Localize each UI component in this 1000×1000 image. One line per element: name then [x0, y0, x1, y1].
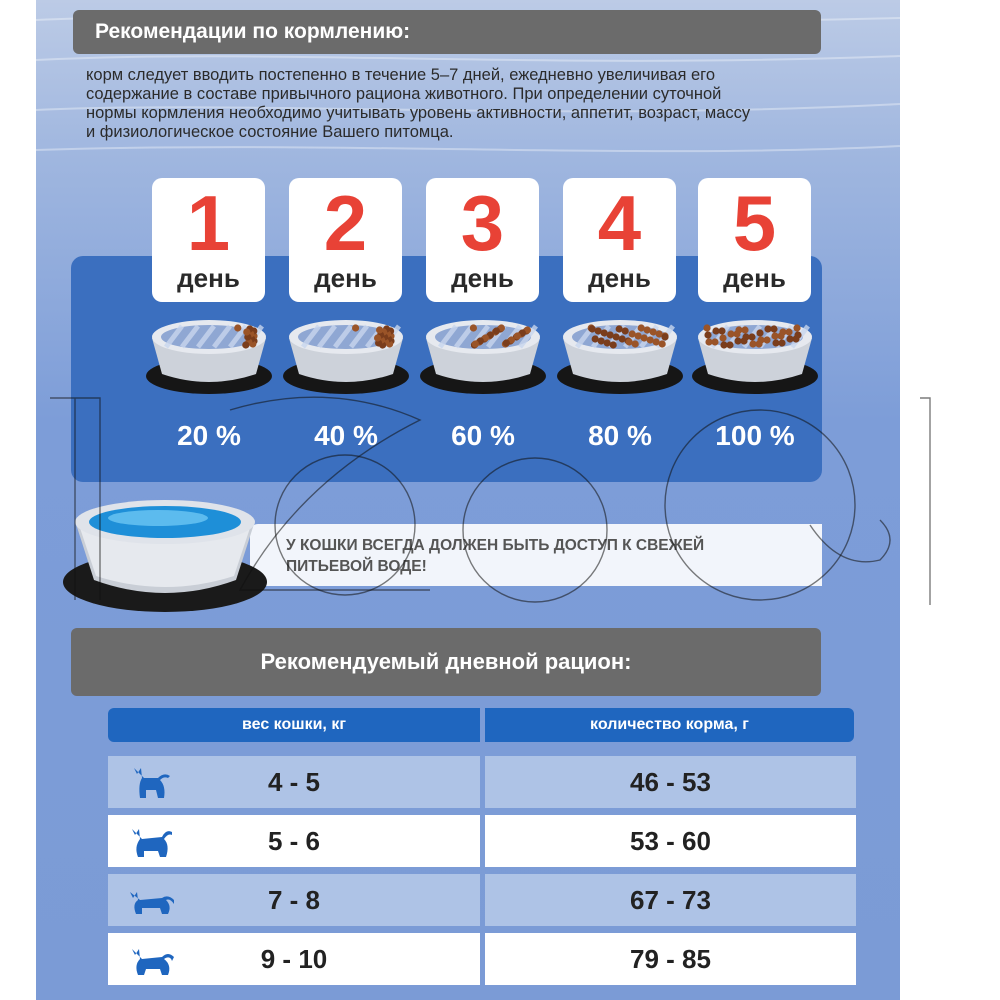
bowl-icon [144, 310, 274, 396]
water-note [250, 524, 822, 586]
day-card-3 [426, 178, 539, 302]
day-percent: 60 % [451, 420, 515, 451]
cat-icon [128, 823, 174, 859]
ration-title: Рекомендуемый дневной рацион: [71, 628, 821, 696]
weight-value: 9 - 10 [260, 944, 328, 974]
day-label: день [177, 263, 240, 293]
day-number: 1 [186, 179, 231, 267]
bowl-icon [555, 310, 685, 396]
cat-icon [128, 764, 174, 800]
day-number: 4 [597, 179, 642, 267]
weight-value: 7 - 8 [267, 885, 321, 915]
day-card-1 [152, 178, 265, 302]
feeding-title: Рекомендации по кормлению: [73, 10, 821, 54]
day-label: день [723, 263, 786, 293]
water-bowl-icon [60, 488, 270, 618]
intro-line: нормы кормления необходимо учитывать уровень активности, аппетит, возраст, массу [86, 104, 751, 122]
food-value: 67 - 73 [630, 885, 711, 915]
day-number: 3 [460, 179, 505, 267]
day-percent: 20 % [177, 420, 241, 451]
bowl-icon [418, 310, 548, 396]
day-percent: 100 % [715, 420, 795, 451]
weight-value: 4 - 5 [267, 767, 321, 797]
food-value: 46 - 53 [630, 767, 711, 797]
food-value: 53 - 60 [630, 826, 711, 856]
table-row-food [485, 933, 856, 985]
feeding-intro [86, 66, 826, 142]
bowl-icon [690, 310, 820, 396]
table-row-food [485, 874, 856, 926]
day-percent: 40 % [314, 420, 378, 451]
food-value: 79 - 85 [630, 944, 711, 974]
intro-line: содержание в составе привычного рациона животного. При определении суточной [86, 85, 722, 103]
cat-icon [128, 941, 174, 977]
cat-icon [128, 882, 174, 918]
day-percent: 80 % [588, 420, 652, 451]
day-number: 5 [732, 179, 777, 267]
day-label: день [314, 263, 377, 293]
day-card-2 [289, 178, 402, 302]
day-label: день [588, 263, 651, 293]
day-number: 2 [323, 179, 368, 267]
bowl-icon [281, 310, 411, 396]
table-row-food [485, 756, 856, 808]
day-label: день [451, 263, 514, 293]
weight-value: 5 - 6 [267, 826, 321, 856]
table-row-food [485, 815, 856, 867]
intro-line: корм следует вводить постепенно в течение 5–7 дней, ежедневно увеличивая его [86, 66, 716, 84]
water-note-text: У КОШКИ ВСЕГДА ДОЛЖЕН БЫТЬ ДОСТУП К СВЕЖЕЙ ПИТЬЕВОЙ ВОДЕ! [286, 537, 705, 575]
day-card-4 [563, 178, 676, 302]
header-food: количество корма, г [485, 708, 854, 742]
intro-line: и физиологическое состояние Вашего питомца. [86, 123, 454, 141]
day-card-5 [698, 178, 811, 302]
header-weight: вес кошки, кг [108, 708, 480, 742]
